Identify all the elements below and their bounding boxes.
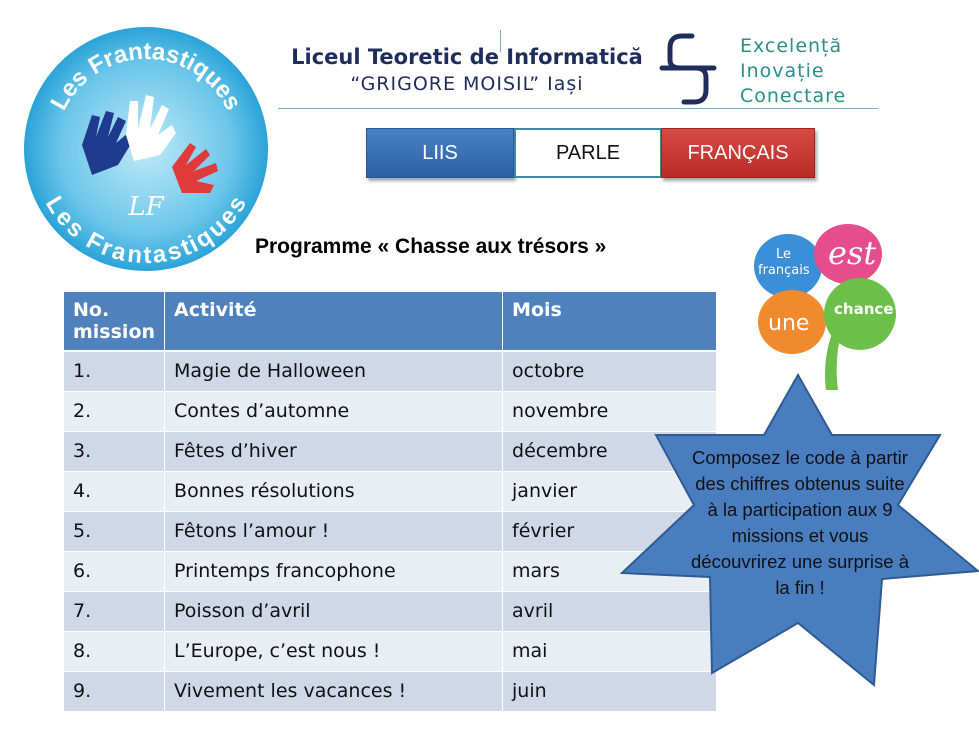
clover-word-une: une [768,311,810,336]
cell-month: novembre [503,391,717,431]
banner-francais: FRANÇAIS [661,128,815,178]
table-header-row [64,292,717,351]
cell-number: 6. [64,551,165,591]
motto-line: Excelență [740,35,843,57]
table-row [64,471,717,511]
cell-month: janvier [503,471,717,511]
table-row [64,391,717,431]
school-motto [740,34,875,109]
cell-activity: Contes d’automne [165,391,503,431]
logo-monogram: LF [128,192,164,222]
header-mission-number: No. mission [64,292,165,351]
cell-month: juin [503,671,717,711]
header-month: Mois [503,292,717,351]
motto-line: Conectare [740,85,847,107]
motto-line: Inovație [740,60,825,82]
cell-number: 9. [64,671,165,711]
school-name-line1: Liceul Teoretic de Informatică [291,45,643,69]
table-row [64,591,717,631]
cell-number: 1. [64,351,165,391]
header-activity: Activité [165,292,503,351]
table-row [64,551,717,591]
cell-month: avril [503,591,717,631]
table-row [64,431,717,471]
cell-activity: Poisson d’avril [165,591,503,631]
logo-text-bottom: Les Frantastiques [40,191,253,270]
cell-month: mars [503,551,717,591]
cell-month: mai [503,631,717,671]
cell-number: 5. [64,511,165,551]
cell-month: février [503,511,717,551]
cell-month: octobre [503,351,717,391]
cell-activity: Magie de Halloween [165,351,503,391]
cell-activity: Fêtons l’amour ! [165,511,503,551]
table-row [64,631,717,671]
cell-activity: Bonnes résolutions [165,471,503,511]
header-divider [278,108,878,109]
banner-liis: LIIS [366,128,514,178]
page-title: Programme « Chasse aux trésors » [255,235,607,258]
logo-text-top: Les Frantastiques [45,37,247,115]
table-row [64,671,717,711]
clover-word-francais: français [758,263,810,278]
cell-number: 7. [64,591,165,631]
school-name-line2: “GRIGORE MOISIL” Iași [350,73,584,95]
cell-activity: L’Europe, c’est nous ! [165,631,503,671]
cell-number: 4. [64,471,165,511]
cell-activity: Vivement les vacances ! [165,671,503,711]
table-row [64,351,717,391]
francais-chance-logo [748,218,908,398]
clover-word-chance: chance [834,300,894,318]
school-name [282,44,652,98]
cell-month: décembre [503,431,717,471]
club-logo [22,25,270,273]
clover-word-le: Le [776,247,792,262]
cell-activity: Printemps francophone [165,551,503,591]
banner-parle: PARLE [514,128,662,178]
school-emblem-icon [652,30,724,108]
clover-word-est: est [828,234,877,272]
cell-activity: Fêtes d’hiver [165,431,503,471]
callout-text: Composez le code à partir des chiffres obtenus suite à la participation aux 9 missions et vous découvrirez une surprise à la fin ! [691,447,909,598]
cell-number: 3. [64,431,165,471]
cell-number: 2. [64,391,165,431]
table-row [64,511,717,551]
cell-number: 8. [64,631,165,671]
